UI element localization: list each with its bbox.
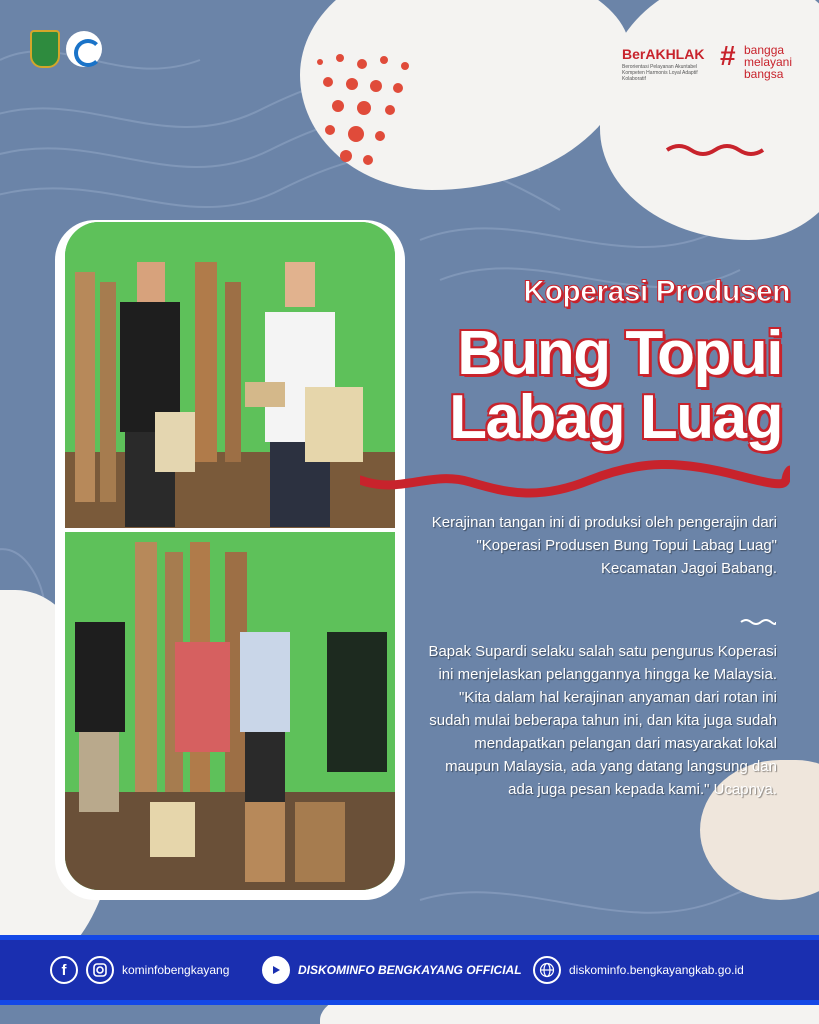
title-main [400, 319, 782, 452]
footer-bar [0, 935, 819, 1005]
wave-decoration [665, 140, 765, 160]
photo-collage [55, 220, 405, 900]
photo-craftsmen-with-baskets [65, 222, 395, 528]
instagram-icon[interactable] [86, 956, 114, 984]
website-url[interactable]: diskominfo.bengkayangkab.go.id [569, 963, 744, 977]
berakhlak-label: BerAKHLAK [622, 46, 705, 62]
tagline: bangga melayani bangsa [744, 43, 793, 81]
facebook-icon[interactable]: f [50, 956, 78, 984]
diskominfo-logo-icon [66, 31, 102, 67]
hashtag-icon: # [720, 40, 736, 71]
paragraph-quote: Bapak Supardi selaku salah satu pengurus Koperasi ini menjelaskan pelanggannya hingga ke Malaysia. "Kita dalam hal kerajinan anyaman dari rotan ini sudah mulai beberapa tahun ini, dan kita juga sudah mendapatkan pelangan dari masyarakat lokal maupun Malaysia, ada yang datang langsung dan ada juga pesan kepada kami." Ucapnya. [428, 643, 777, 798]
youtube-channel[interactable]: DISKOMINFO BENGKAYANG OFFICIAL [298, 963, 522, 977]
youtube-icon[interactable] [262, 956, 290, 984]
title-line-2: Bung Topui [457, 319, 782, 388]
red-swoosh-decoration [360, 440, 790, 510]
website-group [533, 940, 744, 1000]
title-line-1: Koperasi Produsen [523, 275, 790, 308]
kabupaten-crest-icon [30, 30, 60, 68]
berakhlak-subtitle: Berorientasi Pelayanan Akuntabel Kompeten Harmonis Loyal Adaptif Kolaboratif [622, 64, 698, 82]
globe-icon[interactable] [533, 956, 561, 984]
title-line-3: Labag Luag [449, 383, 782, 452]
social-media-group [50, 940, 229, 1000]
agency-logos [30, 30, 102, 68]
red-dots-decoration [310, 50, 420, 170]
wave-divider [740, 617, 776, 627]
berakhlak-brand [622, 40, 792, 90]
paragraph-intro: Kerajinan tangan ini di produksi oleh pengerajin dari "Koperasi Produsen Bung Topui Labag Luag" Kecamatan Jagoi Babang. [431, 514, 777, 577]
youtube-group [262, 940, 522, 1000]
social-handle[interactable]: kominfobengkayang [122, 963, 230, 977]
photo-group-with-products [65, 532, 395, 890]
